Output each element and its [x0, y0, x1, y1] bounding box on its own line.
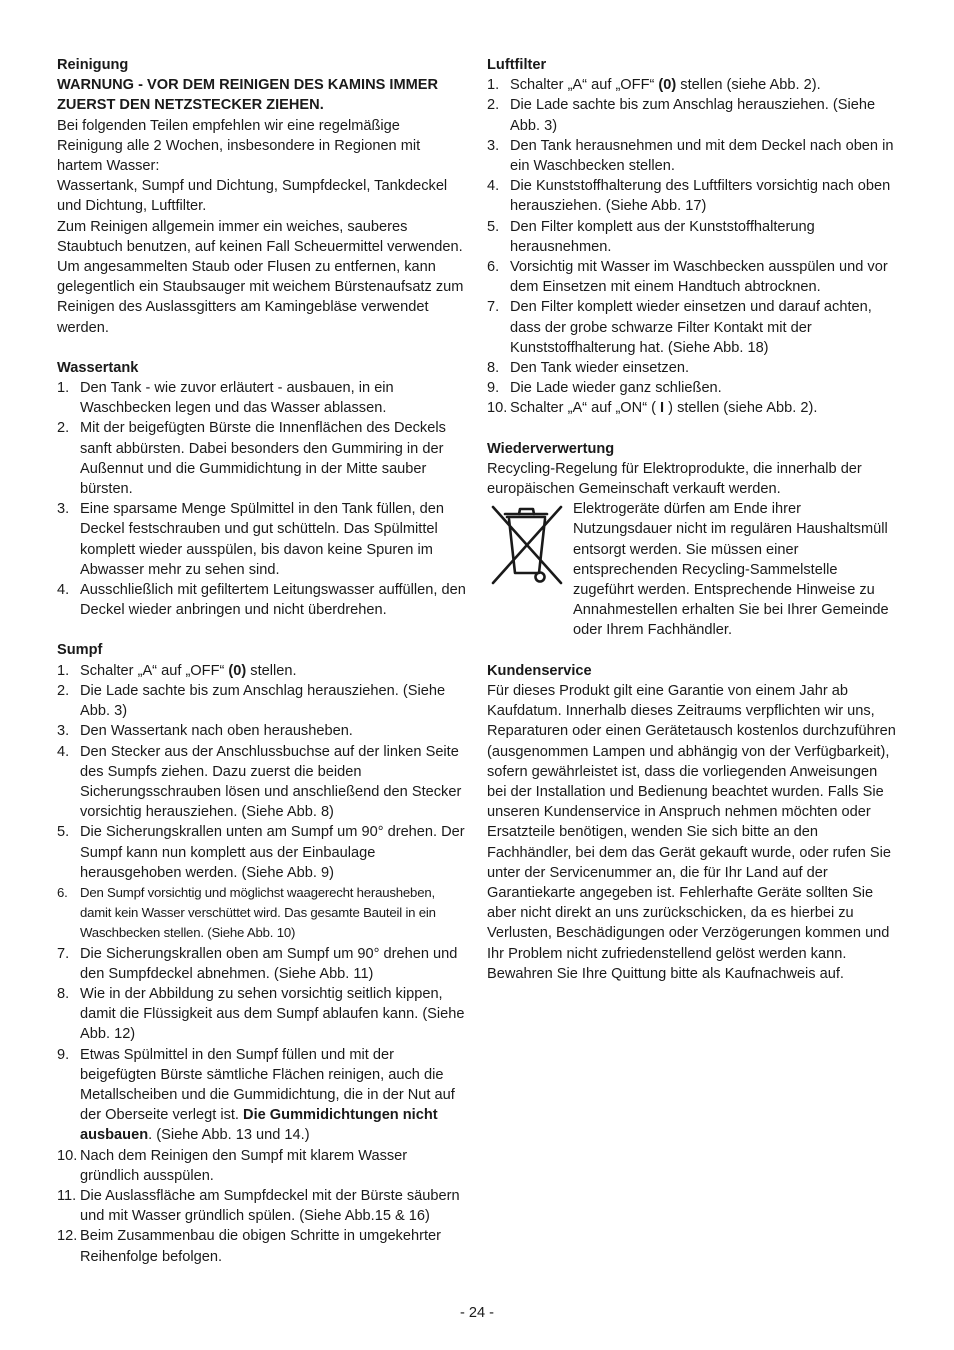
- list-item: [487, 297, 897, 358]
- list-item: [487, 75, 897, 95]
- list-text-bold: (0): [658, 77, 677, 94]
- list-item: [57, 742, 467, 823]
- list-text: Den Filter komplett aus der Kunststoffhalterung herausnehmen.: [510, 218, 815, 255]
- list-text: Die Auslassfläche am Sumpfdeckel mit der Bürste säubern und mit Wasser gründlich spülen. (Siehe Abb.15 & 16): [80, 1187, 460, 1225]
- list-text: Mit der beigefügten Bürste die Innenflächen des Deckels sanft abbürsten. Dabei besonders den Gummiring in der Außennut und die Gummidichtung in der Mitte sauber bürsten.: [80, 420, 446, 498]
- wiederverwertung-paragraph-1: Recycling-Regelung für Elektroprodukte, die innerhalb der europäischen Gemeinschaft verkauft werden.: [487, 460, 862, 498]
- heading-luftfilter: Luftfilter: [487, 57, 547, 73]
- list-number: 2.: [57, 682, 70, 699]
- list-text-bold: I: [660, 400, 665, 417]
- list-item: [57, 822, 467, 883]
- list-number: 1.: [57, 662, 70, 679]
- list-number: 2.: [57, 420, 70, 437]
- list-number: 7.: [57, 945, 70, 962]
- list-item: [57, 1186, 467, 1226]
- heading-wiederverwertung: Wiederverwertung: [487, 440, 615, 457]
- list-item: [57, 418, 467, 499]
- list-text: stellen.: [246, 662, 297, 679]
- warning-line-2: ZUERST DEN NETZSTECKER ZIEHEN.: [57, 97, 324, 114]
- list-text: Schalter „A“ auf „OFF“: [80, 662, 229, 679]
- warning-line-1: WARNUNG - VOR DEM REINIGEN DES KAMINS IMMER: [57, 77, 439, 94]
- list-text-bold: (0): [228, 662, 247, 679]
- list-item: [57, 580, 467, 620]
- section-reinigung: [57, 55, 467, 338]
- list-number: 8.: [57, 985, 70, 1002]
- list-item: [57, 883, 467, 944]
- list-text: Beim Zusammenbau die obigen Schritte in umgekehrter Reihenfolge befolgen.: [80, 1228, 441, 1265]
- list-number: 1.: [57, 380, 70, 397]
- heading-kundenservice: Kundenservice: [487, 662, 592, 679]
- list-text: Die Lade sachte bis zum Anschlag herausziehen. (Siehe Abb. 3): [510, 97, 876, 134]
- section-luftfilter: [487, 55, 897, 419]
- kundenservice-paragraph-2: Bewahren Sie Ihre Quittung bitte als Kaufnachweis auf.: [487, 965, 844, 982]
- list-number: 6.: [487, 259, 500, 276]
- list-number: 9.: [57, 1046, 70, 1063]
- heading-reinigung: Reinigung: [57, 57, 129, 73]
- list-text: ) stellen (siehe Abb. 2).: [664, 400, 818, 417]
- list-number: 4.: [487, 178, 500, 195]
- list-item: [57, 378, 467, 418]
- list-number: 3.: [57, 501, 70, 518]
- crossed-out-bin-icon: [487, 499, 567, 591]
- list-text: . (Siehe Abb. 13 und 14.): [148, 1127, 310, 1144]
- list-text: Die Sicherungskrallen unten am Sumpf um 90° drehen. Der Sumpf kann nun komplett aus der Einbaulage herausgehoben werden. (Siehe Abb. 9): [80, 824, 465, 881]
- list-text: Schalter „A“ auf „ON“ (: [510, 400, 661, 417]
- list-item: [57, 499, 467, 580]
- list-text: Ausschließlich mit gefiltertem Leitungswasser auffüllen, den Deckel wieder anbringen und nicht überdrehen.: [80, 582, 466, 619]
- section-kundenservice: [487, 661, 897, 984]
- list-item: [57, 681, 467, 721]
- list-number: 4.: [57, 743, 70, 760]
- list-number: 11.: [57, 1187, 77, 1204]
- list-number: 9.: [487, 380, 500, 397]
- section-wassertank: [57, 358, 467, 621]
- list-text: Den Stecker aus der Anschlussbuchse auf der linken Seite des Sumpfs ziehen. Dazu zuerst die beiden Sicherungsschrauben lösen und anschließend den Stecker vorsichtig herausziehen. (Siehe Abb. 8): [80, 743, 462, 821]
- list-item: [57, 944, 467, 984]
- list-text: Die Kunststoffhalterung des Luftfilters vorsichtig nach oben herausziehen. (Siehe Abb. 17): [510, 178, 891, 215]
- list-item: [487, 358, 897, 378]
- list-number: 2.: [487, 97, 500, 114]
- list-text: Den Tank wieder einsetzen.: [510, 360, 690, 377]
- list-item: [487, 257, 897, 297]
- list-number: 7.: [487, 299, 500, 316]
- list-text: Nach dem Reinigen den Sumpf mit klarem Wasser gründlich ausspülen.: [80, 1147, 408, 1184]
- list-text: Vorsichtig mit Wasser im Waschbecken ausspülen und vor dem Einsetzen mit einem Handtuch abtrocknen.: [510, 259, 888, 296]
- list-text: Den Wassertank nach oben herausheben.: [80, 723, 353, 740]
- list-text: Den Filter komplett wieder einsetzen und darauf achten, dass der grobe schwarze Filter Kontakt mit der Kunststoffhalterung hat. (Siehe Abb. 18): [510, 299, 872, 356]
- section-sumpf: [57, 640, 467, 1266]
- list-text: Die Lade wieder ganz schließen.: [510, 380, 722, 397]
- list-number: 10.: [487, 400, 508, 417]
- reinigung-paragraph-3: Zum Reinigen allgemein immer ein weiches, sauberes Staubtuch benutzen, auf keinen Fall Scheuermittel verwenden. Um angesammelten Staub oder Flusen zu entfernen, kann gelegentlich ein Staubsauger mit weichem Bürstenaufsatz zum Reinigen des Auslassgitters am Kamingebläse verwendet werden.: [57, 218, 464, 336]
- list-text: Wie in der Abbildung zu sehen vorsichtig seitlich kippen, damit die Flüssigkeit aus dem Sumpf ablaufen kann. (Siehe Abb. 12): [80, 985, 465, 1043]
- kundenservice-paragraph-1: Für dieses Produkt gilt eine Garantie von einem Jahr ab Kaufdatum. Innerhalb dieses Zeitraums verpflichten wir uns, Reparaturen oder einen Gerätetausch kostenlos durchzuführen (ausgenommen Lampen und abhängig von der Verfügbarkeit), sofern gewährleistet ist, dass die vorliegenden Anweisungen bei der Installation und Bedienung beachtet wurden. Falls Sie unseren Kundenservice in Anspruch nehmen möchten oder Ersatzteile benötigen, wenden Sie sich bitte an den Fachhändler, bei dem das Gerät gekauft wurde, oder rufen Sie unter der Servicenummer an, die für Ihr Land auf der Garantiekarte angegeben ist. Fehlerhafte Geräte sollten Sie aber nicht direkt an uns zurückschicken, da es hierbei zu Verlusten, Beschädigungen oder Verzögerungen kommen und Ihr Problem nicht zufriedenstellend gelöst werden kann.: [487, 682, 896, 962]
- luftfilter-list: [487, 75, 897, 418]
- list-number: 8.: [487, 360, 500, 377]
- list-number: 12.: [57, 1228, 78, 1245]
- list-text: Die Sicherungskrallen oben am Sumpf um 90° drehen und den Sumpfdeckel abnehmen. (Siehe Abb. 11): [80, 945, 458, 982]
- list-number: 4.: [57, 582, 70, 599]
- list-text: Die Lade sachte bis zum Anschlag herausziehen. (Siehe Abb. 3): [80, 682, 446, 720]
- wassertank-list: [57, 378, 467, 620]
- list-number: 5.: [487, 218, 500, 235]
- wiederverwertung-paragraph-2: Elektrogeräte dürfen am Ende ihrer Nutzungsdauer nicht im regulären Haushaltsmüll entsorgt werden. Sie müssen einer entsprechenden Recycling-Sammelstelle zugeführt werden. Entsprechende Hinweise zu Annahmestellen erhalten Sie bei Ihrer Gemeinde oder Ihrem Fachhändler.: [573, 501, 889, 639]
- list-number: 1.: [487, 77, 500, 94]
- list-number: 6.: [57, 884, 68, 900]
- list-item: [487, 378, 897, 398]
- list-item: [57, 1045, 467, 1146]
- list-item: [57, 984, 467, 1045]
- list-number: 3.: [57, 723, 70, 740]
- list-text: Etwas Spülmittel in den Sumpf füllen und mit der beigefügten Bürste sämtliche Flächen reinigen, auch die Metallscheiben und die Gummidichtung, die in der Nut auf der Oberseite verlegt ist.: [80, 1046, 455, 1124]
- heading-sumpf: Sumpf: [57, 642, 103, 659]
- list-text: stellen (siehe Abb. 2).: [676, 77, 821, 94]
- list-number: 10.: [57, 1147, 78, 1164]
- section-wiederverwertung: [487, 439, 897, 641]
- list-text: Eine sparsame Menge Spülmittel in den Tank füllen, den Deckel festschrauben und gut schütteln. Das Spülmittel komplett wieder ausspülen, bis davon keine Spuren im Abwasser mehr zu sehen sind.: [80, 501, 444, 578]
- list-item: [57, 1226, 467, 1266]
- list-number: 3.: [487, 137, 500, 154]
- list-text: Den Tank herausnehmen und mit dem Deckel nach oben in ein Waschbecken stellen.: [510, 137, 894, 175]
- list-item: [57, 661, 467, 681]
- list-item: [57, 1146, 467, 1186]
- left-column: [57, 55, 467, 1287]
- list-item: [57, 721, 467, 741]
- list-text: Schalter „A“ auf „OFF“: [510, 77, 659, 94]
- list-text: Den Sumpf vorsichtig und möglichst waagerecht herausheben, damit kein Wasser verschüttet wird. Das gesamte Bauteil in ein Waschbecken stellen. (Siehe Abb. 10): [80, 884, 436, 941]
- heading-wassertank: Wassertank: [57, 359, 139, 376]
- list-item: [487, 136, 897, 176]
- list-item: [487, 95, 897, 135]
- recycling-block: [487, 499, 897, 640]
- list-item: [487, 398, 897, 418]
- list-item: [487, 176, 897, 216]
- list-item: [487, 217, 897, 257]
- sumpf-list: [57, 661, 467, 1267]
- page-number: - 24 -: [459, 1305, 495, 1321]
- reinigung-paragraph-1: Bei folgenden Teilen empfehlen wir eine regelmäßige Reinigung alle 2 Wochen, insbesondere in Regionen mit hartem Wasser:: [57, 117, 421, 175]
- list-number: 5.: [57, 824, 70, 841]
- list-text-bold: Die Gummidichtungen nicht ausbauen: [80, 1107, 438, 1144]
- reinigung-paragraph-2: Wassertank, Sumpf und Dichtung, Sumpfdeckel, Tankdeckel und Dichtung, Luftfilter.: [57, 178, 448, 215]
- right-column: [487, 55, 897, 1004]
- list-text: Den Tank - wie zuvor erläutert - ausbauen, in ein Waschbecken legen und das Wasser ablassen.: [80, 380, 394, 417]
